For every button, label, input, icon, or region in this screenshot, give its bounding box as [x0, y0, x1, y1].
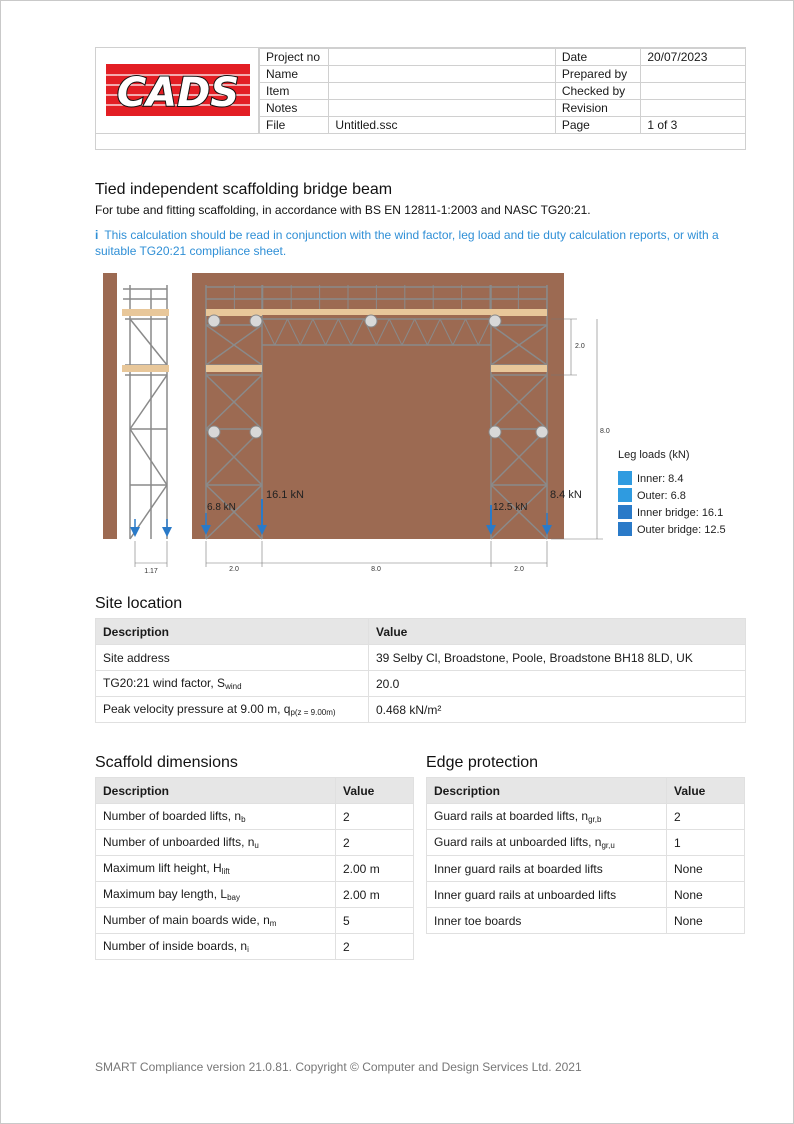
row-description-text: Inner guard rails at boarded lifts: [434, 861, 603, 876]
row-value: 2.00 m: [336, 882, 414, 908]
height-top-label: 2.0: [575, 343, 585, 350]
page-footer: SMART Compliance version 21.0.81. Copyright © Computer and Design Services Ltd. 2021: [95, 1060, 582, 1074]
row-description-subscript: lift: [221, 867, 230, 876]
row-description: [96, 697, 369, 723]
row-description-text: Guard rails at boarded lifts, n: [434, 809, 589, 823]
header-value: [329, 49, 555, 66]
dims-heading: Scaffold dimensions: [95, 754, 238, 771]
table-row: [427, 830, 745, 856]
row-description: [96, 645, 369, 671]
row-value: None: [667, 856, 745, 882]
table-row: [96, 645, 746, 671]
logo-text: CADS: [116, 70, 240, 116]
header-value: [329, 66, 555, 83]
row-description: [427, 882, 667, 908]
header-value: [329, 100, 555, 117]
row-description-text: Number of inside boards, n: [103, 939, 248, 953]
cads-logo: [96, 48, 259, 133]
header-label: Notes: [260, 100, 329, 117]
table-row: [427, 908, 745, 934]
header-row: [260, 117, 746, 134]
row-description-text: Inner guard rails at unboarded lifts: [434, 887, 617, 902]
legend-swatch: [618, 505, 632, 519]
table-row: [96, 804, 414, 830]
row-description-subscript: gr,u: [601, 841, 615, 850]
table-row: [96, 671, 746, 697]
row-description-text: Maximum lift height, H: [103, 861, 222, 875]
row-description-text: Maximum bay length, L: [103, 887, 228, 901]
table-row: [96, 697, 746, 723]
side-board: [122, 309, 169, 316]
table-row: [427, 856, 745, 882]
header-label: Date: [555, 49, 641, 66]
row-description-text: Number of boarded lifts, n: [103, 809, 242, 823]
header-value: [641, 66, 746, 83]
side-dim-label: 1.17: [144, 568, 158, 575]
header-row: [260, 83, 746, 100]
row-value: 0.468 kN/m²: [369, 697, 746, 723]
col-description: Description: [96, 619, 369, 645]
row-description-text: Number of main boards wide, n: [103, 913, 270, 927]
front-board: [491, 365, 547, 372]
legend-label: Outer bridge: 12.5: [637, 524, 726, 536]
legend-label: Inner bridge: 16.1: [637, 507, 724, 519]
header-label: Revision: [555, 100, 641, 117]
row-value: 39 Selby Cl, Broadstone, Poole, Broadstone BH18 8LD, UK: [369, 645, 746, 671]
dim-label: 8.0: [371, 566, 381, 573]
header-value: 1 of 3: [641, 117, 746, 134]
row-description-text: Inner toe boards: [434, 913, 522, 928]
row-description: [427, 856, 667, 882]
header-label: Name: [260, 66, 329, 83]
bridge-board: [262, 309, 491, 315]
row-description-subscript: i: [247, 945, 249, 954]
dim-label: 2.0: [514, 566, 524, 573]
row-value: 2: [336, 830, 414, 856]
legend: [618, 471, 726, 536]
row-description: [427, 908, 667, 934]
col-value: Value: [667, 778, 745, 804]
header-value: Untitled.ssc: [329, 117, 555, 134]
info-icon: i: [95, 228, 99, 242]
col-description: Description: [96, 778, 336, 804]
edge-heading: Edge protection: [426, 754, 539, 771]
page-title: Tied independent scaffolding bridge beam: [95, 181, 393, 198]
row-description-subscript: m: [269, 919, 277, 928]
row-description: [96, 830, 336, 856]
row-value: 2: [667, 804, 745, 830]
header-row: [260, 49, 746, 66]
legend-swatch: [618, 471, 632, 485]
row-description-subscript: wind: [225, 682, 242, 691]
row-description-text: Site address: [103, 650, 170, 665]
header-value: [641, 83, 746, 100]
row-description: [96, 908, 336, 934]
legend-swatch: [618, 488, 632, 502]
dim-label: 2.0: [229, 566, 239, 573]
site-heading: Site location: [95, 595, 183, 612]
row-description: [96, 671, 369, 697]
legend-swatch: [618, 522, 632, 536]
load-label-outer: 6.8 kN: [207, 502, 236, 513]
table-row: [427, 882, 745, 908]
table-row: [96, 908, 414, 934]
front-board: [491, 309, 547, 316]
row-description-subscript: u: [254, 841, 259, 850]
row-value: None: [667, 882, 745, 908]
table-row: [96, 882, 414, 908]
side-board: [122, 365, 169, 372]
legend-label: Outer: 6.8: [637, 490, 686, 502]
page-subtitle: For tube and fitting scaffolding, in accordance with BS EN 12811-1:2003 and NASC TG20:21.: [95, 203, 591, 217]
header-value: [329, 83, 555, 100]
legend-title: Leg loads (kN): [618, 449, 690, 461]
row-description-text: TG20:21 wind factor, S: [103, 676, 226, 690]
side-scaffold: [123, 285, 167, 539]
header-label: Project no: [260, 49, 329, 66]
header-row: [260, 100, 746, 117]
header-table: [259, 48, 746, 134]
row-value: 1: [667, 830, 745, 856]
row-description: [96, 804, 336, 830]
row-description: [427, 804, 667, 830]
legend-label: Inner: 8.4: [637, 473, 684, 485]
table-row: [427, 804, 745, 830]
dims-table: [95, 777, 414, 960]
table-row: [96, 830, 414, 856]
info-note: [95, 227, 747, 259]
row-description-subscript: p(z = 9.00m): [290, 708, 336, 717]
row-description-text: Number of unboarded lifts, n: [103, 835, 255, 849]
side-wall: [103, 273, 117, 539]
report-header: [95, 47, 746, 150]
header-label: Prepared by: [555, 66, 641, 83]
header-value: [641, 100, 746, 117]
row-value: 20.0: [369, 671, 746, 697]
row-value: None: [667, 908, 745, 934]
row-description-subscript: bay: [227, 893, 240, 902]
load-label-inner: 8.4 kN: [550, 489, 582, 501]
header-value: 20/07/2023: [641, 49, 746, 66]
header-band: [96, 133, 745, 149]
row-description-text: Guard rails at unboarded lifts, n: [434, 835, 602, 849]
header-label: Checked by: [555, 83, 641, 100]
row-description: [96, 856, 336, 882]
load-label-outer-bridge: 12.5 kN: [493, 502, 528, 513]
row-description-subscript: gr,b: [588, 815, 602, 824]
row-value: 2: [336, 804, 414, 830]
row-value: 2: [336, 934, 414, 960]
table-row: [96, 934, 414, 960]
scaffold-figure: [95, 269, 755, 579]
col-value: Value: [336, 778, 414, 804]
row-description: [96, 882, 336, 908]
col-description: Description: [427, 778, 667, 804]
header-row: [260, 66, 746, 83]
row-description-text: Peak velocity pressure at 9.00 m, q: [103, 702, 291, 716]
header-label: Item: [260, 83, 329, 100]
row-value: 5: [336, 908, 414, 934]
row-description: [427, 830, 667, 856]
col-value: Value: [369, 619, 746, 645]
header-label: Page: [555, 117, 641, 134]
row-value: 2.00 m: [336, 856, 414, 882]
row-description-subscript: b: [241, 815, 246, 824]
header-label: File: [260, 117, 329, 134]
edge-table: [426, 777, 745, 934]
load-label-inner-bridge: 16.1 kN: [266, 489, 304, 501]
table-row: [96, 856, 414, 882]
row-description: [96, 934, 336, 960]
height-total-label: 8.0: [600, 428, 610, 435]
site-table: [95, 618, 746, 723]
front-board: [206, 365, 262, 372]
info-note-text: This calculation should be read in conjunction with the wind factor, leg load and tie duty calculation reports, or with a suitable TG20:21 compliance sheet.: [95, 228, 719, 258]
